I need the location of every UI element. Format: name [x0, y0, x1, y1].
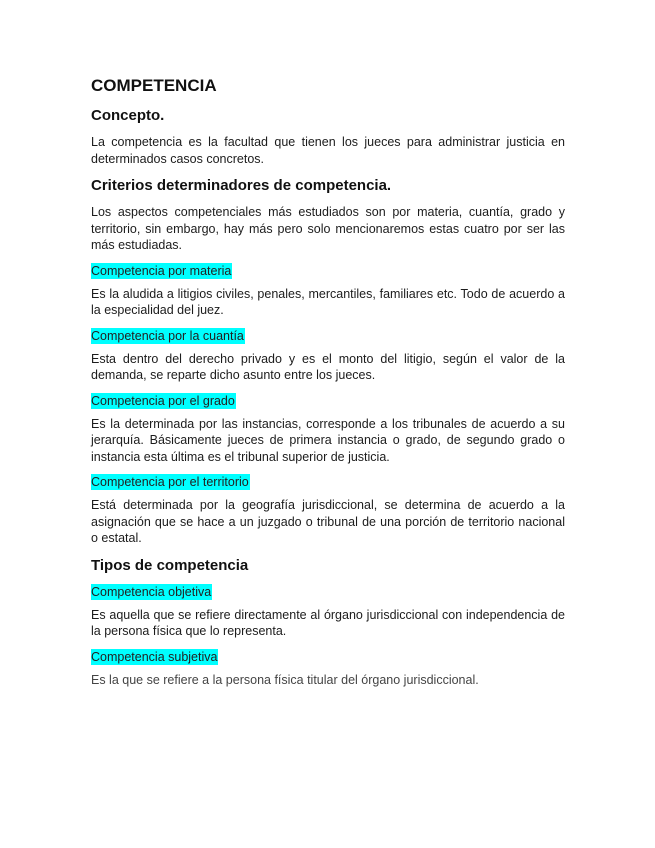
- criterios-heading: Criterios determinadores de competencia.: [91, 177, 392, 194]
- grado-highlighted-label: Competencia por el grado: [91, 393, 235, 408]
- subjetiva-text: Es la que se refiere a la persona física titular del órgano jurisdiccional.: [91, 672, 479, 687]
- objetiva-text: Es aquella que se refiere directamente al órgano jurisdiccional con independencia de la persona física que lo representa.: [91, 607, 565, 638]
- cuantia-highlighted-label: Competencia por la cuantía: [91, 328, 244, 343]
- subjetiva-highlighted-label: Competencia subjetiva: [91, 649, 218, 664]
- territorio-text: Está determinada por la geografía jurisdiccional, se determina de acuerdo a la asignación que se hace a un juzgado o tribunal de una porción de territorio nacional o estatal.: [91, 498, 565, 545]
- materia-text: Es la aludida a litigios civiles, penales, mercantiles, familiares etc. Todo de acuerdo a la especialidad del juez.: [91, 286, 565, 317]
- territorio-highlighted-label: Competencia por el territorio: [91, 475, 249, 489]
- grado-label-row: [91, 393, 565, 409]
- subjetiva-label-row: [91, 649, 565, 665]
- tipos-heading: Tipos de competencia: [91, 556, 249, 574]
- grado-text: Es la determinada por las instancias, corresponde a los tribunales de acuerdo a su jerarquía. Básicamente jueces de primera instancia o grado, de segundo grado o instancia esta última es el tribunal superior de justicia.: [91, 416, 565, 464]
- objetiva-highlighted-label: Competencia objetiva: [91, 584, 212, 599]
- cuantia-label-row: [91, 328, 565, 344]
- cuantia-text: Esta dentro del derecho privado y es el monto del litigio, según el valor de la demanda, se reparte dicho asunto entre los jueces.: [91, 351, 565, 382]
- objetiva-label-row: [91, 584, 565, 600]
- concepto-text: La competencia es la facultad que tienen los jueces para administrar justicia en determinados casos concretos.: [91, 135, 565, 166]
- materia-highlighted-label: Competencia por materia: [91, 263, 232, 278]
- territorio-label-row: [91, 474, 565, 490]
- criterios-intro: Los aspectos competenciales más estudiados son por materia, cuantía, grado y territorio, sin embargo, hay más pero solo mencionaremos estas cuatro por ser las más estudiadas.: [91, 205, 565, 252]
- materia-label-row: [91, 263, 565, 279]
- document-title: COMPETENCIA: [91, 76, 217, 95]
- concepto-heading: Concepto.: [91, 107, 165, 124]
